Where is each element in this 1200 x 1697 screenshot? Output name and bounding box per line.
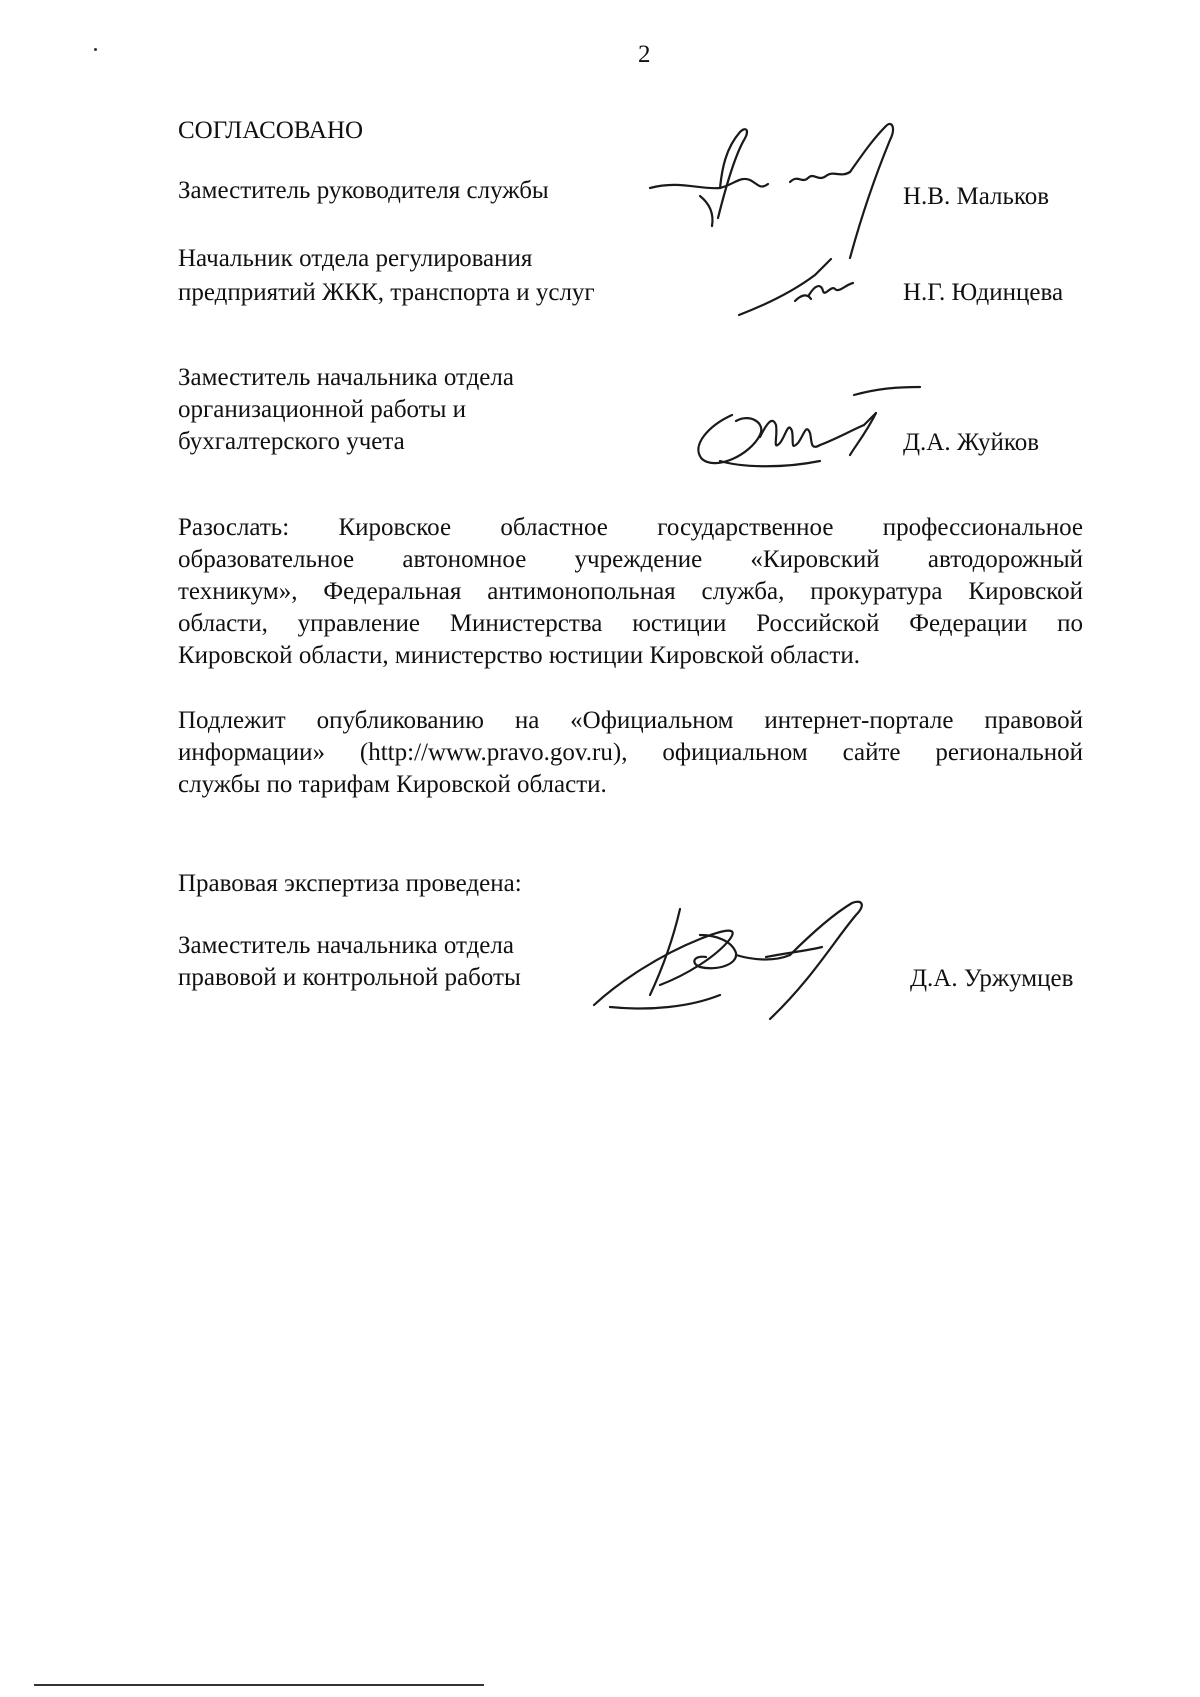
signature-4	[590, 895, 910, 1020]
publication-line-2: информации» (http://www.pravo.gov.ru), официальном сайте региональной	[178, 739, 1083, 766]
signature-3	[680, 385, 920, 475]
signatory-2-position-line-1: Начальник отдела регулирования	[178, 245, 533, 272]
publication-line-3: службы по тарифам Кировской области.	[178, 771, 607, 798]
distribution-line-4: области, управление Министерства юстиции Российской Федерации по	[178, 610, 1083, 637]
legal-review-position-line-2: правовой и контрольной работы	[178, 964, 521, 991]
distribution-line-3: техникум», Федеральная антимонопольная служба, прокуратура Кировской	[178, 578, 1083, 605]
signature-1	[640, 118, 900, 268]
page-number: 2	[638, 41, 651, 68]
signatory-3-position-line-1: Заместитель начальника отдела	[178, 364, 514, 391]
footer-rule	[34, 1684, 484, 1686]
legal-review-heading: Правовая экспертиза проведена:	[178, 870, 522, 897]
signatory-2-name: Н.Г. Юдинцева	[903, 279, 1064, 306]
signatory-2-position-line-2: предприятий ЖКК, транспорта и услуг	[178, 279, 595, 306]
approval-heading: СОГЛАСОВАНО	[178, 117, 364, 144]
distribution-line-1: Разослать: Кировское областное государственное профессиональное	[178, 514, 1083, 541]
signature-2	[735, 255, 865, 325]
signatory-3-name: Д.А. Жуйков	[903, 429, 1040, 456]
signatory-3-position-line-3: бухгалтерского учета	[178, 428, 405, 455]
signatory-3-position-line-2: организационной работы и	[178, 396, 467, 423]
legal-review-name: Д.А. Уржумцев	[910, 965, 1074, 992]
distribution-line-2: образовательное автономное учреждение «Кировский автодорожный	[178, 546, 1083, 573]
legal-review-position-line-1: Заместитель начальника отдела	[178, 932, 514, 959]
signatory-1-position: Заместитель руководителя службы	[178, 177, 549, 204]
scan-speck	[94, 48, 97, 51]
distribution-line-5: Кировской области, министерство юстиции Кировской области.	[178, 642, 860, 669]
signatory-1-name: Н.В. Мальков	[903, 183, 1050, 210]
publication-line-1: Подлежит опубликованию на «Официальном интернет-портале правовой	[178, 707, 1083, 734]
